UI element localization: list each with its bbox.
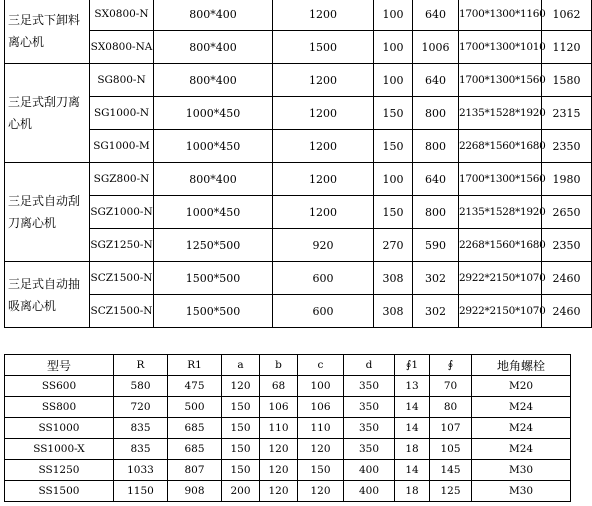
load-cell: 308 — [374, 262, 413, 295]
foundation-cell: 350 — [344, 376, 395, 397]
power-cell: 2460 — [542, 262, 592, 295]
foundation-cell: 1150 — [114, 481, 168, 502]
foundation-cell: 580 — [114, 376, 168, 397]
spec-row — [5, 31, 592, 64]
foundation-cell: 14 — [395, 418, 430, 439]
weight-cell: 590 — [413, 229, 459, 262]
basket-cell: 1000*450 — [154, 196, 273, 229]
foundation-row — [5, 376, 571, 397]
speed-cell: 600 — [273, 262, 374, 295]
foundation-cell: 18 — [395, 439, 430, 460]
weight-cell: 302 — [413, 295, 459, 328]
column-header: d — [344, 355, 395, 376]
spec-row — [5, 295, 592, 328]
category-cell: 三足式下卸料离心机 — [5, 0, 90, 64]
dims-cell: 1700*1300*1010 — [459, 31, 542, 64]
power-cell: 1980 — [542, 163, 592, 196]
foundation-cell: 18 — [395, 481, 430, 502]
basket-cell: 1000*450 — [154, 130, 273, 163]
weight-cell: 640 — [413, 0, 459, 31]
foundation-cell: 13 — [395, 376, 430, 397]
foundation-cell: 150 — [222, 439, 260, 460]
basket-cell: 1000*450 — [154, 97, 273, 130]
foundation-cell: M24 — [472, 439, 571, 460]
dims-cell: 2135*1528*1920 — [459, 196, 542, 229]
foundation-row — [5, 481, 571, 502]
dims-cell: 1700*1300*1560 — [459, 64, 542, 97]
dims-cell: 1700*1300*1560 — [459, 163, 542, 196]
basket-cell: 1250*500 — [154, 229, 273, 262]
foundation-cell: 110 — [298, 418, 344, 439]
speed-cell: 1200 — [273, 130, 374, 163]
foundation-cell: 835 — [114, 439, 168, 460]
weight-cell: 640 — [413, 64, 459, 97]
foundation-cell: 106 — [298, 397, 344, 418]
foundation-cell: M24 — [472, 397, 571, 418]
spec-row — [5, 262, 592, 295]
spec-row — [5, 64, 592, 97]
foundation-cell: 120 — [260, 439, 298, 460]
foundation-cell: 908 — [168, 481, 222, 502]
weight-cell: 302 — [413, 262, 459, 295]
foundation-header-row — [5, 355, 571, 376]
column-header: 型号 — [5, 355, 114, 376]
foundation-cell: 350 — [344, 439, 395, 460]
foundation-cell: M20 — [472, 376, 571, 397]
power-cell: 2650 — [542, 196, 592, 229]
foundation-cell: 120 — [298, 439, 344, 460]
model-cell: SG800-N — [90, 64, 154, 97]
foundation-cell: M30 — [472, 460, 571, 481]
spec-row — [5, 163, 592, 196]
foundation-cell: SS1000 — [5, 418, 114, 439]
foundation-cell: 200 — [222, 481, 260, 502]
foundation-cell: 720 — [114, 397, 168, 418]
basket-cell: 1500*500 — [154, 262, 273, 295]
column-header: ∮1 — [395, 355, 430, 376]
speed-cell: 1200 — [273, 64, 374, 97]
foundation-cell: 105 — [430, 439, 472, 460]
load-cell: 100 — [374, 0, 413, 31]
foundation-cell: 150 — [222, 460, 260, 481]
foundation-cell: 350 — [344, 397, 395, 418]
weight-cell: 640 — [413, 163, 459, 196]
dims-cell: 2268*1560*1680 — [459, 229, 542, 262]
dims-cell: 2922*2150*1070 — [459, 295, 542, 328]
model-cell: SCZ1500-N — [90, 295, 154, 328]
spec-row — [5, 229, 592, 262]
foundation-cell: 120 — [298, 481, 344, 502]
model-cell: SGZ1000-N — [90, 196, 154, 229]
foundation-cell: 80 — [430, 397, 472, 418]
foundation-cell: 500 — [168, 397, 222, 418]
foundation-cell: 68 — [260, 376, 298, 397]
power-cell: 2315 — [542, 97, 592, 130]
load-cell: 100 — [374, 31, 413, 64]
foundation-cell: 475 — [168, 376, 222, 397]
foundation-cell: 125 — [430, 481, 472, 502]
foundation-row — [5, 439, 571, 460]
speed-cell: 600 — [273, 295, 374, 328]
model-cell: SCZ1500-N — [90, 262, 154, 295]
foundation-cell: 1033 — [114, 460, 168, 481]
basket-cell: 800*400 — [154, 0, 273, 31]
load-cell: 100 — [374, 163, 413, 196]
foundation-cell: SS800 — [5, 397, 114, 418]
foundation-cell: 350 — [344, 418, 395, 439]
speed-cell: 1500 — [273, 31, 374, 64]
dims-cell: 2135*1528*1920 — [459, 97, 542, 130]
foundation-cell: SS1500 — [5, 481, 114, 502]
spec-row — [5, 196, 592, 229]
basket-cell: 800*400 — [154, 31, 273, 64]
dims-cell: 2268*1560*1680 — [459, 130, 542, 163]
column-header: 地角螺栓 — [472, 355, 571, 376]
foundation-cell: 685 — [168, 418, 222, 439]
load-cell: 150 — [374, 97, 413, 130]
column-header: R1 — [168, 355, 222, 376]
foundation-row — [5, 397, 571, 418]
basket-cell: 1500*500 — [154, 295, 273, 328]
spec-row — [5, 130, 592, 163]
category-cell: 三足式自动刮刀离心机 — [5, 163, 90, 262]
power-cell: 1580 — [542, 64, 592, 97]
speed-cell: 920 — [273, 229, 374, 262]
power-cell: 2460 — [542, 295, 592, 328]
foundation-cell: 120 — [222, 376, 260, 397]
foundation-cell: SS1000-X — [5, 439, 114, 460]
foundation-cell: M30 — [472, 481, 571, 502]
model-cell: SX0800-NA — [90, 31, 154, 64]
foundation-cell: 835 — [114, 418, 168, 439]
foundation-cell: 120 — [260, 460, 298, 481]
load-cell: 308 — [374, 295, 413, 328]
foundation-cell: 107 — [430, 418, 472, 439]
foundation-cell: 110 — [260, 418, 298, 439]
load-cell: 100 — [374, 64, 413, 97]
foundation-cell: 100 — [298, 376, 344, 397]
spec-row — [5, 0, 592, 31]
foundation-row — [5, 460, 571, 481]
foundation-cell: 150 — [222, 418, 260, 439]
model-cell: SX0800-N — [90, 0, 154, 31]
power-cell: 1120 — [542, 31, 592, 64]
foundation-cell: SS1250 — [5, 460, 114, 481]
foundation-cell: 400 — [344, 460, 395, 481]
speed-cell: 1200 — [273, 196, 374, 229]
dims-cell: 1700*1300*1160 — [459, 0, 542, 31]
column-header: ∮ — [430, 355, 472, 376]
dims-cell: 2922*2150*1070 — [459, 262, 542, 295]
spec-row — [5, 97, 592, 130]
speed-cell: 1200 — [273, 97, 374, 130]
foundation-cell: 807 — [168, 460, 222, 481]
category-cell: 三足式自动抽吸离心机 — [5, 262, 90, 328]
weight-cell: 1006 — [413, 31, 459, 64]
foundation-cell: 145 — [430, 460, 472, 481]
speed-cell: 1200 — [273, 0, 374, 31]
model-cell: SG1000-M — [90, 130, 154, 163]
speed-cell: 1200 — [273, 163, 374, 196]
power-cell: 1062 — [542, 0, 592, 31]
foundation-cell: 150 — [222, 397, 260, 418]
power-cell: 2350 — [542, 130, 592, 163]
model-cell: SGZ800-N — [90, 163, 154, 196]
power-cell: 2350 — [542, 229, 592, 262]
foundation-cell: M24 — [472, 418, 571, 439]
foundation-cell: SS600 — [5, 376, 114, 397]
category-cell: 三足式刮刀离心机 — [5, 64, 90, 163]
centrifuge-spec-table — [4, 0, 592, 328]
foundation-cell: 14 — [395, 397, 430, 418]
basket-cell: 800*400 — [154, 64, 273, 97]
column-header: b — [260, 355, 298, 376]
weight-cell: 800 — [413, 196, 459, 229]
column-header: c — [298, 355, 344, 376]
foundation-cell: 400 — [344, 481, 395, 502]
foundation-cell: 14 — [395, 460, 430, 481]
basket-cell: 800*400 — [154, 163, 273, 196]
model-cell: SG1000-N — [90, 97, 154, 130]
foundation-cell: 150 — [298, 460, 344, 481]
weight-cell: 800 — [413, 97, 459, 130]
load-cell: 150 — [374, 130, 413, 163]
foundation-cell: 685 — [168, 439, 222, 460]
load-cell: 270 — [374, 229, 413, 262]
foundation-spec-table — [4, 354, 571, 502]
column-header: R — [114, 355, 168, 376]
foundation-cell: 70 — [430, 376, 472, 397]
foundation-cell: 106 — [260, 397, 298, 418]
load-cell: 150 — [374, 196, 413, 229]
foundation-cell: 120 — [260, 481, 298, 502]
weight-cell: 800 — [413, 130, 459, 163]
column-header: a — [222, 355, 260, 376]
model-cell: SGZ1250-N — [90, 229, 154, 262]
foundation-row — [5, 418, 571, 439]
